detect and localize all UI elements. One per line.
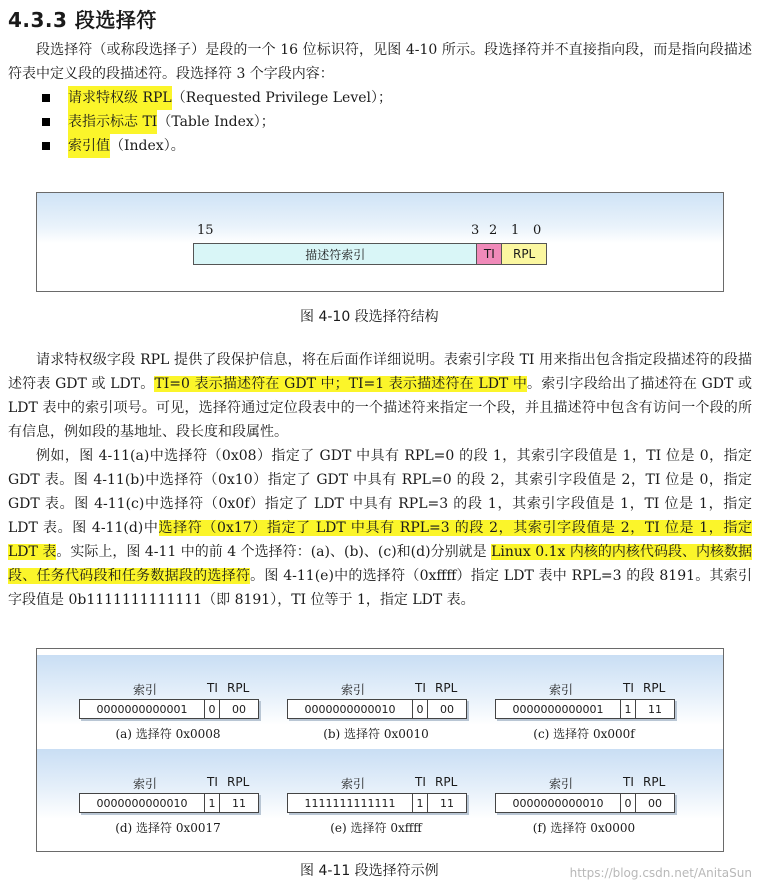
list-item bbox=[42, 86, 392, 110]
index-value: 1111111111111 bbox=[288, 794, 413, 812]
selector-example bbox=[79, 749, 285, 839]
body-paragraphs bbox=[8, 348, 752, 612]
bullet-highlight: 请求特权级 RPL bbox=[68, 86, 172, 110]
bullet-text: （Index）。 bbox=[110, 138, 185, 154]
rpl-value: 11 bbox=[232, 796, 246, 810]
para1-text-b: 。索引字段给出了描述符在 GDT 或 LDT 表中的索引项号。可见，选择符通过定位段表中的一个描述符来指定一个段，并且描述符中包含有访问一个段的所有信息，例如段的基地址、段长度和段属性。 bbox=[8, 376, 752, 440]
intro-text: 段选择符（或称段选择子）是段的一个 16 位标识符，见图 4-10 所示。段选择符并不直接指向段，而是指向段描述符表中定义段的段描述符。段选择符 3 个字段内容： bbox=[8, 42, 752, 82]
bit-number-15: 15 bbox=[197, 223, 214, 238]
ti-value: 1 bbox=[621, 700, 636, 718]
selector-example bbox=[287, 749, 493, 839]
intro-paragraph bbox=[8, 38, 752, 86]
bit-number-0: 0 bbox=[533, 223, 542, 238]
paragraph-1 bbox=[8, 348, 752, 444]
field-ti: TI bbox=[477, 244, 502, 264]
rpl-value: 11 bbox=[648, 702, 662, 716]
selector-example bbox=[287, 655, 493, 745]
header-index: 索引 bbox=[549, 683, 574, 697]
header-index: 索引 bbox=[133, 683, 158, 697]
header-index: 索引 bbox=[341, 777, 366, 791]
bullet-highlight: 索引值 bbox=[68, 134, 110, 158]
selector-field-bar bbox=[193, 243, 547, 265]
index-value: 0000000000010 bbox=[288, 700, 413, 718]
header-ti: TI bbox=[207, 775, 218, 789]
selector-box bbox=[287, 793, 467, 813]
figure-4-10-selector-structure bbox=[36, 192, 724, 292]
header-index: 索引 bbox=[549, 777, 574, 791]
header-index: 索引 bbox=[341, 683, 366, 697]
para2-text-c: 。图 4-11(e)中的选择符（0xffff）指定 LDT 表中 RPL=3 的段 8191。其索引字段值是 0b1111111111111（即 8191），TI 位等于 1，指定 LDT 表。 bbox=[8, 568, 752, 608]
rpl-value: 11 bbox=[440, 796, 454, 810]
header-rpl: RPL bbox=[643, 681, 666, 695]
example-label: (c) 选择符 0x000f bbox=[533, 727, 635, 741]
para2-highlight-1: 选择符（0x17）指定了 LDT 中具有 RPL=3 的段 2，其索引字段值是 2，TI 位是 1，指定 LDT 表 bbox=[8, 520, 752, 560]
header-rpl: RPL bbox=[227, 681, 250, 695]
header-ti: TI bbox=[415, 681, 426, 695]
header-rpl: RPL bbox=[435, 775, 458, 789]
figure-4-10-caption: 图 4-10 段选择符结构 bbox=[300, 309, 439, 325]
ti-value: 0 bbox=[621, 794, 636, 812]
selector-box bbox=[495, 699, 675, 719]
rpl-value: 00 bbox=[648, 796, 662, 810]
header-rpl: RPL bbox=[643, 775, 666, 789]
selector-box bbox=[287, 699, 467, 719]
header-ti: TI bbox=[207, 681, 218, 695]
list-item bbox=[42, 110, 392, 134]
bit-number-2: 2 bbox=[489, 223, 498, 238]
bullet-square-icon bbox=[42, 118, 50, 126]
header-index: 索引 bbox=[133, 777, 158, 791]
header-rpl: RPL bbox=[227, 775, 250, 789]
bullet-text: （Table Index）； bbox=[157, 114, 275, 130]
example-label: (e) 选择符 0xffff bbox=[330, 821, 422, 835]
para2-text-a: 例如，图 4-11(a)中选择符（0x08）指定了 GDT 中具有 RPL=0 的段 1，其索引字段值是 1，TI 位是 0，指定 GDT 表。图 4-11(b)中选择符（0x10）指定了 GDT 中具有 RPL=0 的段 2，其索引字段值是 2，TI 位是 0，指定 GDT 表。图 4-11(c)中选择符（0x0f）指定了 LDT 中具有 RPL=3 的段 1，其索引字段值是 1，TI 位是 1，指定 LDT 表。图 4-11(d)中 bbox=[8, 448, 752, 536]
figure-4-11-caption: 图 4-11 段选择符示例 bbox=[300, 863, 439, 879]
field-rpl: RPL bbox=[502, 244, 546, 264]
section-heading: 4.3.3 段选择符 bbox=[8, 8, 157, 32]
rpl-value: 00 bbox=[440, 702, 454, 716]
para1-text-a: 请求特权级字段 RPL 提供了段保护信息，将在后面作详细说明。表索引字段 TI 用来指出包含指定段描述符的段描述符表 GDT 或 LDT。 bbox=[8, 352, 752, 392]
header-ti: TI bbox=[623, 681, 634, 695]
header-ti: TI bbox=[415, 775, 426, 789]
bullet-text: （Requested Privilege Level）； bbox=[171, 90, 393, 106]
paragraph-2 bbox=[8, 444, 752, 612]
example-label: (b) 选择符 0x0010 bbox=[323, 727, 429, 741]
index-value: 0000000000001 bbox=[496, 700, 621, 718]
field-list bbox=[42, 86, 392, 158]
list-item bbox=[42, 134, 392, 158]
selector-example bbox=[495, 749, 701, 839]
header-ti: TI bbox=[623, 775, 634, 789]
para2-text-b: 。实际上，图 4-11 中的前 4 个选择符：(a)、(b)、(c)和(d)分别就是 bbox=[56, 544, 492, 560]
index-value: 0000000000010 bbox=[80, 794, 205, 812]
bullet-square-icon bbox=[42, 142, 50, 150]
selector-example bbox=[495, 655, 701, 745]
index-value: 0000000000001 bbox=[80, 700, 205, 718]
watermark: https://blog.csdn.net/AnitaSun bbox=[569, 866, 752, 880]
bit-number-1: 1 bbox=[511, 223, 520, 238]
rpl-value: 00 bbox=[232, 702, 246, 716]
bullet-square-icon bbox=[42, 94, 50, 102]
para1-highlight: TI=0 表示描述符在 GDT 中；TI=1 表示描述符在 LDT 中 bbox=[154, 376, 528, 392]
index-value: 0000000000010 bbox=[496, 794, 621, 812]
ti-value: 0 bbox=[413, 700, 428, 718]
figure-4-11-selector-examples bbox=[36, 648, 724, 852]
selector-box bbox=[495, 793, 675, 813]
selector-example bbox=[79, 655, 285, 745]
ti-value: 1 bbox=[413, 794, 428, 812]
bullet-highlight: 表指示标志 TI bbox=[68, 110, 157, 134]
bit-number-3: 3 bbox=[471, 223, 480, 238]
ti-value: 0 bbox=[205, 700, 220, 718]
field-index: 描述符索引 bbox=[194, 244, 477, 264]
example-label: (f) 选择符 0x0000 bbox=[532, 821, 636, 835]
header-rpl: RPL bbox=[435, 681, 458, 695]
example-label: (d) 选择符 0x0017 bbox=[115, 821, 221, 835]
example-label: (a) 选择符 0x0008 bbox=[115, 727, 221, 741]
para2-highlight-2: Linux 0.1x 内核的内核代码段、内核数据段、任务代码段和任务数据段的选择符 bbox=[8, 544, 753, 584]
selector-box bbox=[79, 699, 259, 719]
ti-value: 1 bbox=[205, 794, 220, 812]
selector-box bbox=[79, 793, 259, 813]
